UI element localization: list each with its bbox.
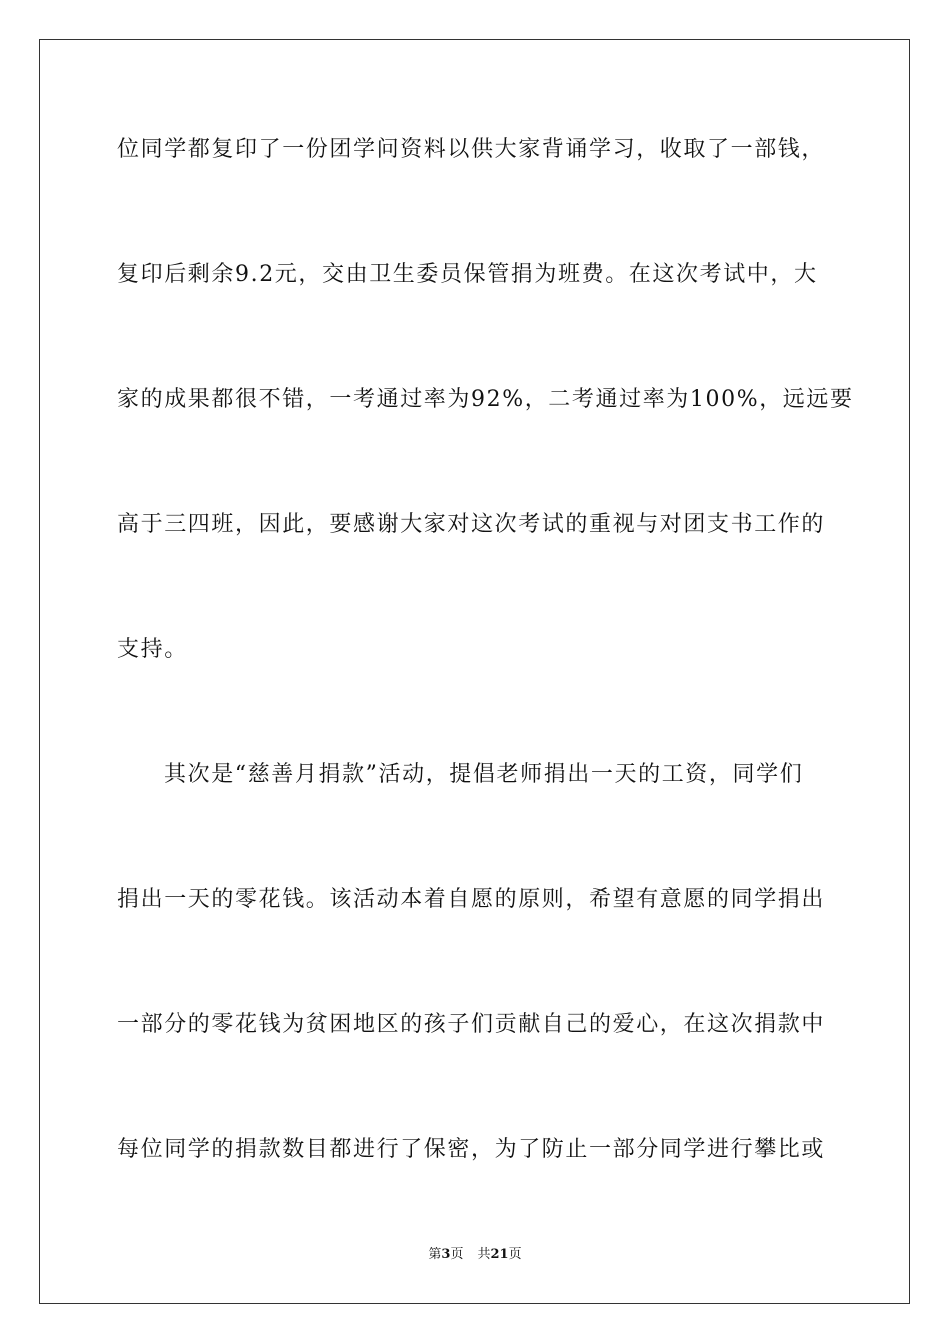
footer-page-number: 3: [441, 1247, 451, 1262]
page-footer: [0, 1246, 950, 1264]
footer-page-prefix: 第: [428, 1247, 442, 1262]
paragraph-line-5: 支持。: [117, 637, 188, 662]
paragraph-line-1: 位同学都复印了一份团学问资料以供大家背诵学习，收取了一部钱，: [117, 137, 826, 162]
paragraph-line-2: 复印后剩余9.2元，交由卫生委员保管捐为班费。在这次考试中，大: [117, 262, 818, 287]
paragraph-line-7: 捐出一天的零花钱。该活动本着自愿的原则，希望有意愿的同学捐出: [117, 887, 826, 912]
page-border: [39, 39, 910, 1304]
paragraph-line-3: 家的成果都很不错，一考通过率为92%，二考通过率为100%，远远要: [117, 387, 854, 412]
footer-page-suffix: 页: [450, 1247, 464, 1262]
paragraph-line-9: 每位同学的捐款数目都进行了保密，为了防止一部分同学进行攀比或: [117, 1137, 826, 1162]
paragraph-line-6: 其次是“慈善月捐款”活动，提倡老师捐出一天的工资，同学们: [164, 762, 804, 787]
paragraph-line-4: 高于三四班，因此，要感谢大家对这次考试的重视与对团支书工作的: [117, 512, 826, 537]
paragraph-line-8: 一部分的零花钱为贫困地区的孩子们贡献自己的爱心，在这次捐款中: [117, 1012, 826, 1037]
footer-total-suffix: 页: [508, 1247, 522, 1262]
footer-total-prefix: 共: [477, 1247, 491, 1262]
footer-total-pages: 21: [490, 1247, 509, 1262]
